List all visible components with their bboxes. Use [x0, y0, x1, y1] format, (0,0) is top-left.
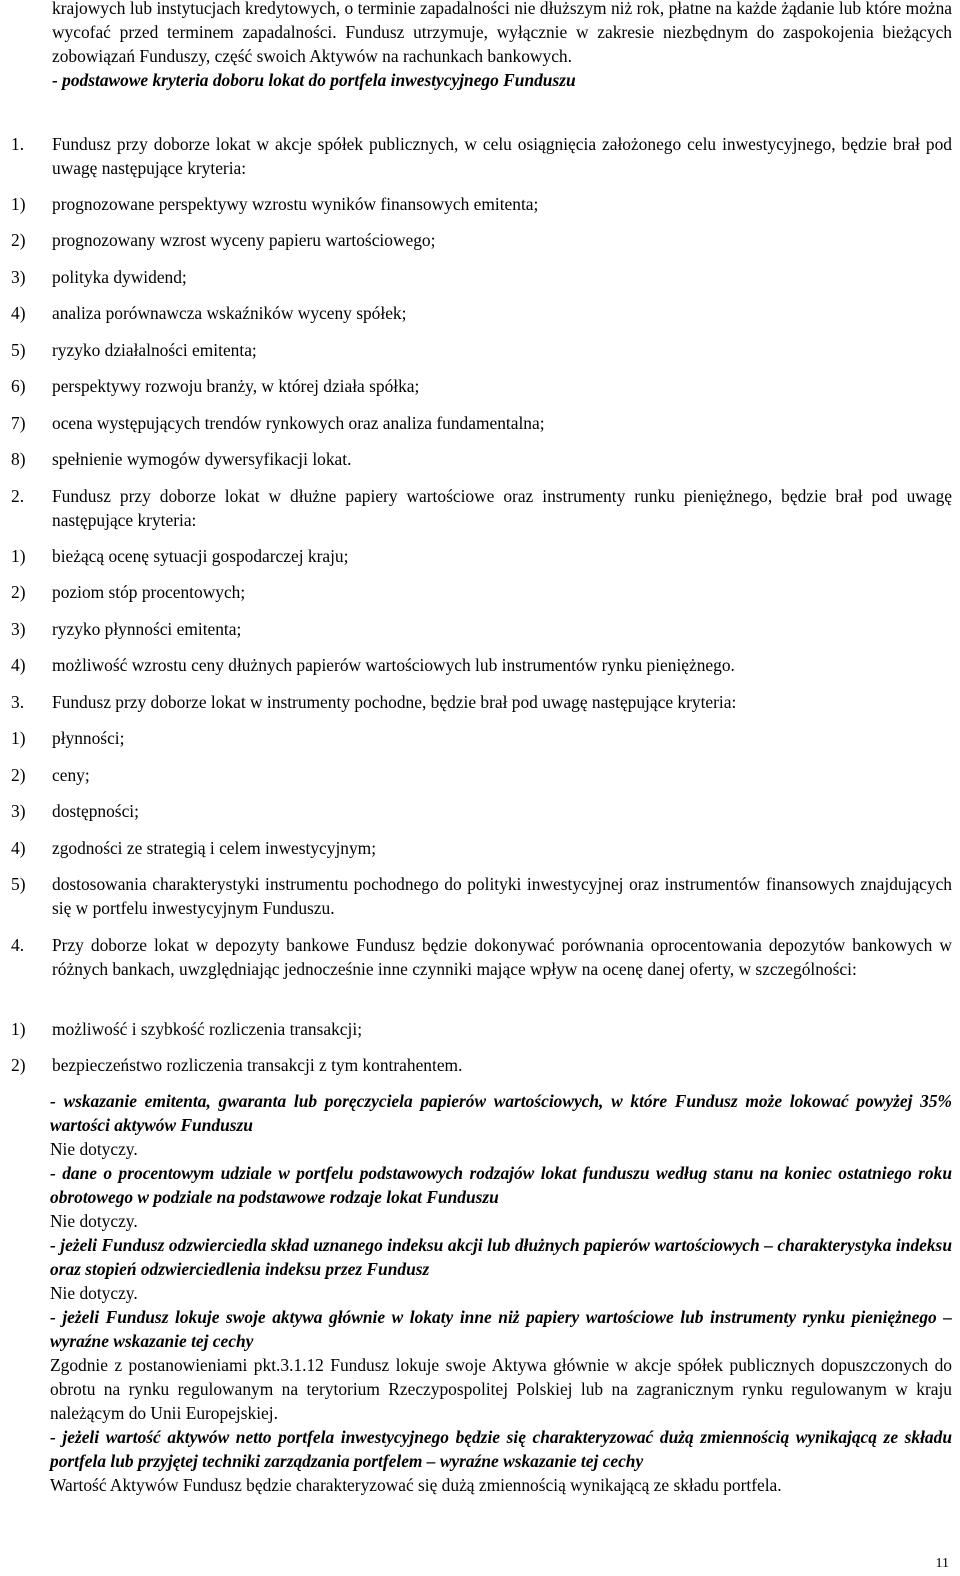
criteria-text: Wartość Aktywów Fundusz będzie charakteryzować się dużą zmiennością wynikającą ze składu portfela.	[50, 1475, 782, 1495]
criteria-text: Nie dotyczy.	[50, 1211, 138, 1231]
list-item-number: 2)	[11, 582, 26, 602]
section-number: 2.	[11, 486, 25, 506]
list-item-number: 3)	[11, 619, 26, 639]
list-item: dostępności;	[52, 801, 139, 821]
criteria-heading: - dane o procentowym udziale w portfelu podstawowych rodzajów lokat funduszu według stanu na koniec ostatniego roku obrotowego w podziale na podstawowe rodzaje lokat Funduszu	[50, 1163, 952, 1207]
criteria-text: Nie dotyczy.	[50, 1283, 138, 1303]
list-item-number: 1)	[11, 546, 26, 566]
list-item-number: 3)	[11, 267, 26, 287]
section-heading: - podstawowe kryteria doboru lokat do portfela inwestycyjnego Funduszu	[52, 70, 576, 90]
list-item-number: 2)	[11, 765, 26, 785]
list-item: zgodności ze strategią i celem inwestycyjnym;	[52, 838, 377, 858]
section-number: 1.	[11, 134, 25, 154]
list-item: dostosowania charakterystyki instrumentu pochodnego do polityki inwestycyjnej oraz instrumentów finansowych znajdujących się w portfelu inwestycyjnym Funduszu.	[52, 874, 952, 918]
list-item-number: 1)	[11, 728, 26, 748]
criteria-block	[50, 1089, 952, 1497]
list-item-number: 1)	[11, 194, 26, 214]
list-item: ryzyko płynności emitenta;	[52, 619, 242, 639]
list-item: możliwość i szybkość rozliczenia transakcji;	[52, 1019, 363, 1039]
list-item: ryzyko działalności emitenta;	[52, 340, 257, 360]
list-item-number: 2)	[11, 230, 26, 250]
section-number: 4.	[11, 935, 25, 955]
list-item: perspektywy rozwoju branży, w której działa spółka;	[52, 376, 420, 396]
intro-block	[52, 0, 952, 92]
list-item-number: 5)	[11, 874, 26, 894]
criteria-heading: - wskazanie emitenta, gwaranta lub poręczyciela papierów wartościowych, w które Fundusz może lokować powyżej 35% wartości aktywów Funduszu	[50, 1091, 952, 1135]
list-item: ocena występujących trendów rynkowych oraz analiza fundamentalna;	[52, 413, 545, 433]
list-item-number: 6)	[11, 376, 26, 396]
list-item: płynności;	[52, 728, 125, 748]
list-item-number: 1)	[11, 1019, 26, 1039]
list-item: prognozowany wzrost wyceny papieru wartościowego;	[52, 230, 436, 250]
page-number: 11	[935, 1556, 949, 1571]
section-text: Fundusz przy doborze lokat w dłużne papiery wartościowe oraz instrumenty runku pieniężnego, będzie brał pod uwagę następujące kryteria:	[52, 486, 952, 530]
list-item-number: 2)	[11, 1055, 26, 1075]
list-item: poziom stóp procentowych;	[52, 582, 246, 602]
criteria-text: Nie dotyczy.	[50, 1139, 138, 1159]
section-text: Przy doborze lokat w depozyty bankowe Fundusz będzie dokonywać porównania oprocentowania depozytów bankowych w różnych bankach, uwzględniając jednocześnie inne czynniki mające wpływ na ocenę danej oferty, w szczególności:	[52, 935, 952, 979]
criteria-heading: - jeżeli Fundusz odzwierciedla skład uznanego indeksu akcji lub dłużnych papierów wartościowych – charakterystyka indeksu oraz stopień odzwierciedlenia indeksu przez Fundusz	[50, 1235, 952, 1279]
list-item-number: 7)	[11, 413, 26, 433]
criteria-heading: - jeżeli Fundusz lokuje swoje aktywa głównie w lokaty inne niż papiery wartościowe lub instrumenty rynku pieniężnego – wyraźne wskazanie tej cechy	[50, 1307, 952, 1351]
list-item: polityka dywidend;	[52, 267, 187, 287]
section-text: Fundusz przy doborze lokat w akcje spółek publicznych, w celu osiągnięcia założonego celu inwestycyjnego, będzie brał pod uwagę następujące kryteria:	[52, 134, 952, 178]
list-item-number: 4)	[11, 303, 26, 323]
section-text: Fundusz przy doborze lokat w instrumenty pochodne, będzie brał pod uwagę następujące kryteria:	[52, 692, 737, 712]
list-item-number: 5)	[11, 340, 26, 360]
criteria-text: Zgodnie z postanowieniami pkt.3.1.12 Fundusz lokuje swoje Aktywa głównie w akcje spółek publicznych dopuszczonych do obrotu na rynku regulowanym na terytorium Rzeczypospolitej Polskiej lub na zagranicznym rynku regulowanym w kraju należącym do Unii Europejskiej.	[50, 1355, 952, 1423]
list-item: spełnienie wymogów dywersyfikacji lokat.	[52, 449, 352, 469]
list-item: analiza porównawcza wskaźników wyceny spółek;	[52, 303, 407, 323]
list-item-number: 4)	[11, 838, 26, 858]
list-item: ceny;	[52, 765, 90, 785]
intro-paragraph: krajowych lub instytucjach kredytowych, o terminie zapadalności nie dłuższym niż rok, płatne na każde żądanie lub które można wycofać przed terminem zapadalności. Fundusz utrzymuje, wyłącznie w zakresie niezbędnym do zaspokojenia bieżących zobowiązań Funduszy, część swoich Aktywów na rachunkach bankowych.	[52, 0, 952, 66]
list-item-number: 4)	[11, 655, 26, 675]
list-item: bezpieczeństwo rozliczenia transakcji z tym kontrahentem.	[52, 1055, 463, 1075]
section-number: 3.	[11, 692, 25, 712]
list-item: możliwość wzrostu ceny dłużnych papierów wartościowych lub instrumentów rynku pieniężnego.	[52, 655, 735, 675]
list-item-number: 3)	[11, 801, 26, 821]
list-item-number: 8)	[11, 449, 26, 469]
criteria-heading: - jeżeli wartość aktywów netto portfela inwestycyjnego będzie się charakteryzować dużą zmiennością wynikającą ze składu portfela lub przyjętej techniki zarządzania portfelem – wyraźne wskazanie tej cechy	[50, 1427, 952, 1471]
list-item: bieżącą ocenę sytuacji gospodarczej kraju;	[52, 546, 349, 566]
list-item: prognozowane perspektywy wzrostu wyników finansowych emitenta;	[52, 194, 539, 214]
